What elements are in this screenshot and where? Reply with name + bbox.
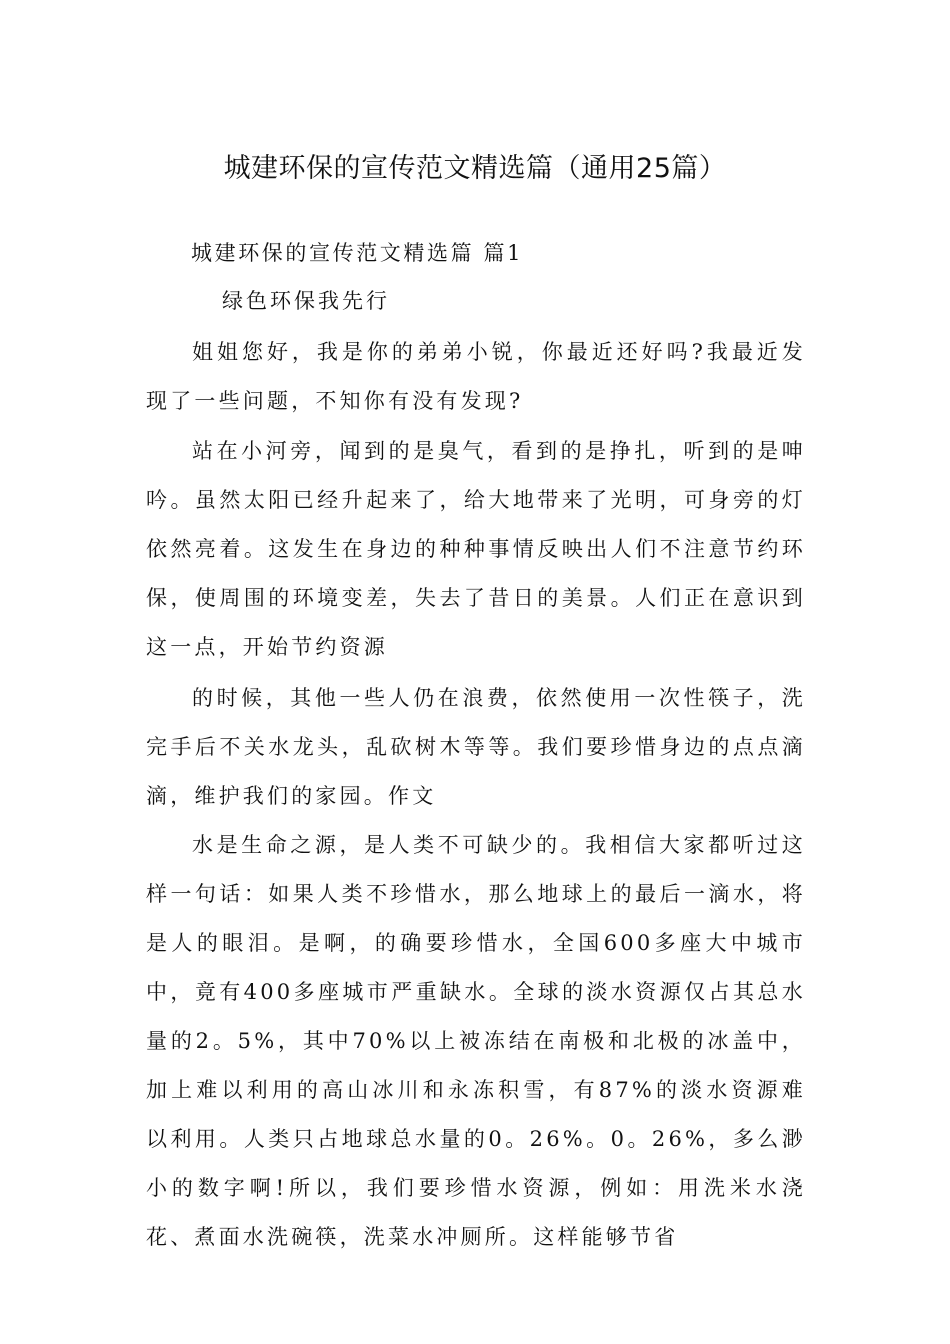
essay-title: 绿色环保我先行 — [222, 289, 390, 313]
paragraph-1: 姐姐您好，我是你的弟弟小锐，你最近还好吗?我最近发现了一些问题，不知你有没有发现? — [146, 340, 806, 413]
paragraph-4: 水是生命之源，是人类不可缺少的。我相信大家都听过这样一句话：如果人类不珍惜水，那么地球上的最后一滴水，将是人的眼泪。是啊，的确要珍惜水，全国600多座大中城市中，竟有400多座城市严重缺水。全球的淡水资源仅占其总水量的2。5%，其中70%以上被冻结在南极和北极的冰盖中，加上难以利用的高山冰川和永冻积雪，有87%的淡水资源难以利用。人类只占地球总水量的0。26%。0。26%，多么渺小的数字啊!所以，我们要珍惜水资源，例如：用洗米水浇花、煮面水洗碗筷，洗菜水冲厕所。这样能够节省 — [146, 833, 806, 1249]
paragraph-2: 站在小河旁，闻到的是臭气，看到的是挣扎，听到的是呻吟。虽然太阳已经升起来了，给大地带来了光明，可身旁的灯依然亮着。这发生在身边的种种事情反映出人们不注意节约环保，使周围的环境变差，失去了昔日的美景。人们正在意识到这一点，开始节约资源 — [146, 439, 806, 659]
section-heading: 城建环保的宣传范文精选篇 篇1 — [191, 241, 524, 265]
paragraph-3: 的时候，其他一些人仍在浪费，依然使用一次性筷子，洗完手后不关水龙头，乱砍树木等等。我们要珍惜身边的点点滴滴，维护我们的家园。作文 — [146, 686, 806, 808]
document-title: 城建环保的宣传范文精选篇（通用25篇） — [223, 153, 727, 185]
